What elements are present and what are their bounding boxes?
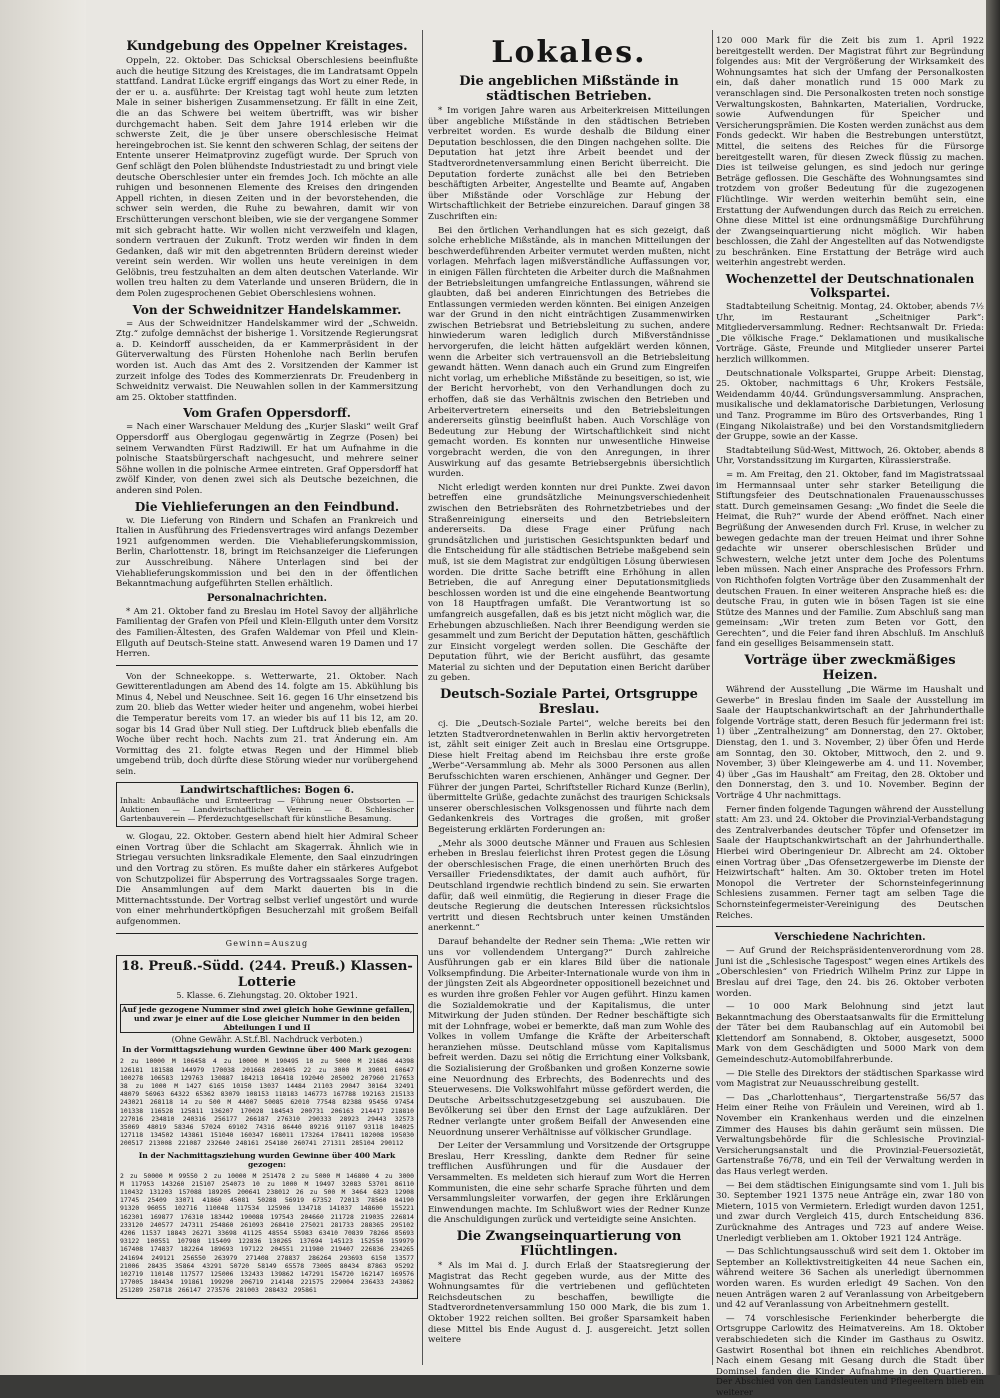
lottery-legend: (Ohne Gewähr. A.St.f.Bl. Nachdruck verboten.) [171, 1034, 363, 1044]
article-personalnachrichten: * Am 21. Oktober fand zu Breslau im Hotel Savoy der alljährliche Familientag der Grafen von Pfeil und Klein-Ellguth unter dem Vorsitz des Familien-Ältesten, des Grafen Waldemar von Pfeil und Klein-Ellguth auf Deutsch-Steine statt. Anwesend waren 19 Damen und 17 Herren. [116, 606, 418, 660]
beilage-title: Landwirtschaftliches: Bogen 6. [179, 784, 355, 796]
article-zwangseinquartierung-cont: 120 000 Mark für die Zeit bis zum 1. April 1922 bereitgestellt werden. Der Magistrat führt zur Begründung folgendes aus: Mit der Vergrößerung der Wirksamkeit des Wohnungsamtes hat sich der Umfang der Personalkosten ein, daß daher monatlich rund 15 000 Mark zu veranschlagen sind. Die Personalkosten treten noch sonstige Verwaltungskosten, Bahnkarten, Materialien, Vordrucke, sowie Aufwendungen für Speicher und Versicherungsprämien. Die Kosten werden zunächst aus dem Fonds gedeckt. Wir haben die Bestrebungen unterstützt, Mittel, die seitens des Reiches für die Fürsorge bereitgestellt waren, für diesen Zweck flüssig zu machen. Dies ist teilweise gelungen, es sind jedoch nur geringe Beträge geflossen. Die Geschäfte des Wohnungsamtes sind trotzdem von großer Bedeutung für die zugezogenen Flüchtlinge. Wir werden weiterhin bemüht sein, eine Erstattung der Aufwendungen durch das Reich zu erreichen. Ohne diese Mittel ist eine ordnungsmäßige Durchführung der Zwangseinquartierung nicht möglich. Wir haben beschlossen, die Zahl der Angestellten auf das Notwendigste zu beschränken. Eine Erstattung der Beträge wird auch weiterhin angestrebt werden. [716, 36, 984, 269]
article-schneekoppe: Von der Schneekoppe. s. Wetterwarte, 21. Oktober. Nach Gewitterentladungen am Abend des 14. folgte am 15. Abkühlung bis Minus 4, Nebel und Neuschnee. Seit 16. gegen 16 Uhr einsetzend bis zum 20. blieb das Wetter wieder heiter und angenehm, wobei hierbei die Temperatur bereits vom 17. an wieder bis auf 11 bis 12, am 20. sogar bis 14 Grad über Null stieg. Der Luftdruck blieb ebenfalls die Woche über recht hoch. Nachts zum 21. trat Änderung ein. Am Vormittag des 21. folgte etwas Regen und der Himmel blieb umgebend trüb, doch dürfte diese Störung wieder nur vorübergehend sein. [116, 670, 418, 777]
lottery-subtitle: 5. Klasse. 6. Ziehungstag. 20. Oktober 1921. [176, 991, 358, 1001]
column-middle [428, 36, 710, 1366]
lottery-note: Auf jede gezogene Nummer sind zwei gleich hohe Gewinne gefallen, und zwar je einer auf die Lose gleicher Nummer in den beiden Abteilungen I und II [121, 1004, 413, 1032]
gewinn-auszug-label: Gewinn=Auszug [225, 938, 309, 948]
news-item: — Die Stelle des Direktors der städtischen Sparkasse wird vom Magistrat zur Neuausschreibung gestellt. [716, 1068, 984, 1090]
headline-heizen: Vorträge über zweckmäßiges Heizen. [744, 653, 956, 684]
column-rule [422, 30, 423, 1365]
column-right [716, 36, 984, 1398]
article-zwangseinquartierung: * Als im Mai d. J. durch Erlaß der Staatsregierung der Magistrat das Recht gegeben wurde, aus der Mitte des Wohnungsamtes für die vertriebenen und geflüchteten Reichsdeutschen zu beschaffen, bewilligte die Stadtverordnetenversammlung 150 000 Mark, die bis zum 1. Oktober 1922 reichen sollten. Bei großer Sparsamkeit haben diese Mittel bis Ende August d. J. ausgereicht. Jetzt sollen weitere [428, 1260, 710, 1346]
news-item: — Das „Charlottenhaus“, Tiergartenstraße 56/57 das Heim einer Reihe von Fräulein und Vereinen, wird ab 1. November ein Krankenhaus werden und die einzelnen Zimmer des Hauses bis dahin geräumt sein müssen. Die Verwaltungsbehörde für die Schlesische Provinzial-Versicherungsanstalt und die Provinzial-Feuersozietät, Gartenstraße 76/78, und ein Teil der Verwaltung werden in das Haus verlegt werden. [716, 1092, 984, 1177]
news-item: — 74 vorschlesische Ferienkinder beherbergte die Ortsgruppe Carlowitz des Heimatvereins. Am 18. Oktober verabschiedeten sich die Kinder im Gasthaus zu Oswitz. Gastwirt Rosenthal bot ihnen ein reichliches Abendbrot. Nach einem Gesang mit Gesang durch die Stadt über Dominsel fanden die Kinder Aufnahme in den Quartieren. Der Abschied von den Landsleuten und Pflegeeltern blieb ein weiterer [716, 1313, 984, 1398]
lottery-morning-numbers: 2 zu 10000 M 106458 4 zu 10000 M 190495 10 zu 5000 M 21686 44398 126181 181588 144979 170038 201668 203405 22 zu 3000 M 39001 60647 100278 106583 129763 130887 184213 186418 192040 205002 207960 217653 38 zu 1000 M 1427 6165 10150 13037 14484 21103 29047 30164 32491 48079 56963 64322 65362 83079 108153 118183 146773 167788 192163 215133 243021 268118 14 zu 500 M 44007 50085 62010 77548 82388 95456 97454 101338 116528 125811 136207 170028 184543 200731 206163 214417 218810 227016 234810 240316 256177 266187 276310 290333 28923 29443 32573 35069 48019 58346 57024 69102 74316 86440 89216 91107 93118 104025 127118 134502 143861 151040 160347 168011 173264 178411 182008 195030 200517 213008 221087 232640 248161 254180 260741 271311 285104 290112 [120, 1057, 414, 1148]
article-viehlieferungen: w. Die Lieferung von Rindern und Schafen an Frankreich und Italien in Ausführung des Friedensvertrages wird anfangs Dezember 1921 aufgenommen werden. Die Viehablieferungskommission, Berlin, Charlottenstr. 18, bringt im Reichsanzeiger die Lieferungen zur Ausschreibung. Nähere Unterlagen sind bei der Viehablieferungskommission und bei den in der öffentlichen Bekanntmachung aufgeführten Stellen erhältlich. [116, 515, 418, 590]
article-wochenzettel-p3: Stadtabteilung Süd-West, Mittwoch, 26. Oktober, abends 8 Uhr, Vorstandssitzung im Kurgarten, Kürassierstraße. [716, 445, 984, 467]
article-dsp-p1: cj. Die „Deutsch-Soziale Partei“, welche bereits bei den letzten Stadtverordnetenwahlen in Berlin aktiv hervorgetreten ist, zählt seit einiger Zeit auch in Breslau eine Ortsgruppe. Diese hielt Freitag abend im Reichsbau ihre erste große „Werbe“-Versammlung ab. Mehr als 3000 Personen aus allen Berufsschichten waren erschienen, Anhänger und Gegner. Der Führer der jungen Partei, Schriftsteller Richard Kunze (Berlin), übermittelte Grüße, gedachte zunächst des traurigen Schicksals unserer oberschlesischen Volksgenossen und führte nach dem Gedankenkreis des Vortrages die großen, mit großer Begeisterung erklärten Forderungen an: [428, 719, 710, 835]
headline-deutsch-soziale-partei: Deutsch-Soziale Partei, Ortsgruppe Breslau. [440, 687, 698, 718]
article-oppersdorff: = Nach einer Warschauer Meldung des „Kurjer Slaski“ weilt Graf Oppersdorff aus Oberglogau gegenwärtig in Zegrze (Posen) bei seinem Verwandten Fürst Radziwill. Er hat um Aufnahme in die polnische Staatsbürgerschaft nachgesucht, und mehrere seiner Söhne wollen in die polnische Armee eintreten. Graf Oppersdorff hat zwölf Kinder, von denen zwei sich als Deutsche bezeichnen, die anderen sind Polen. [116, 422, 418, 496]
separator [116, 665, 418, 666]
headline-viehlieferungen: Die Viehlieferungen an den Feindbund. [134, 499, 400, 514]
headline-kreistag: Kundgebung des Oppelner Kreistages. [126, 39, 408, 54]
headline-missstaende: Die angeblichen Mißstände in städtischen Betrieben. [459, 74, 679, 104]
article-dsp-p4: Der Leiter der Versammlung und Vorsitzende der Ortsgruppe Breslau, Herr Kressling, dankte dem Redner für seine trefflichen Ausführungen und für die Ausdauer der Versammelten. Es meldeten sich hierauf zum Wort die Herren Kommunisten, die eine sehr scharfe Sprache führten und dem Versammlungsleiter vorwarfen, der gegen ihre Erklärungen Einwendungen machte. Im Schlußwort wies der Redner Kunze die Anschuldigungen zurück und verteidigte seine Ansichten. [428, 1141, 710, 1226]
article-heizen-p2: Ferner finden folgende Tagungen während der Ausstellung statt: Am 23. und 24. Oktober die Provinzial-Verbandstagung des Zentralverbandes deutscher Töpfer und Ofensetzer im Saale der Hauptschankwirtschaft an der Jahrhunderthalle. Hierbei wird Oberingenieur Dr. Albrecht am 24. Oktober einen Vortrag über „Das Ofensetzergewerbe im Dienste der Heizwirtschaft“ halten. Am 30. Oktober treten im Hotel Monopol die Vertreter der Schornsteinfegerinnung Schlesiens zusammen. Ferner tagt am selben Tage die Schornsteinfegermeister-Vereinigung des Deutschen Reiches. [716, 804, 984, 921]
section-title-lokales: Lokales. [491, 35, 647, 70]
article-missstaende-p3: Nicht erledigt werden konnten nur drei Punkte. Zwei davon betreffen eine grundsätzliche Meinungsverschiedenheit zwischen den Betriebsräten des Rohrnetzbetriebes und der Straßenreinigung einerseits und den Betriebsleitern andererseits. Da diese Frage einer Prüfung nach grundsätzlichen und juristischen Gesichtspunkten bedarf und die Entscheidung für alle städtischen Betriebe maßgebend sein muß, ist sie dem Magistrat zur endgültigen Lösung überwiesen worden. Die dritte Sache betrifft eine Erhöhung in allen Betrieben, die auf Anregung einer Deputationsmitglieds beschlossen worden ist und die eine eingehende Beantwortung von 18 Hauptfragen umfaßt. Die Verantwortung ist so umfangreich ausgefallen, daß es bis jetzt nicht möglich war, die Erhebungen abzuschließen. Nach ihrer Beendigung werden sie gesammelt und zum Bericht der Deputation hätten, geschäftlich zur Einsicht vorgelegt werden sollen. Die Geschäfte der Deputation führt, wie der Bericht ausführt, das gesamte Material zu sichten und der Deputation einen Bericht darüber zu geben. [428, 482, 710, 684]
headline-zwangseinquartierung: Die Zwangseinquartierung von Flüchtlingen. [456, 1228, 682, 1259]
article-dsp-p2: „Mehr als 3000 deutsche Männer und Frauen aus Schlesien erheben in Breslau feierlichst ihren Protest gegen die Lösung der oberschlesischen Frage, die einen unerhörten Bruch des Versailler Friedensdiktates, der damit auch aufhört, für Deutschland irgendwie rechtlich bindend zu sein. Sie erwarten dafür, daß weil einmütig, die Regierung in dieser Frage die deutsche Regierung die deutschen Interessen rücksichtslos vertritt und diesen Rechtsbruch unter keinen Umständen anerkennt.“ [428, 838, 710, 934]
lottery-afternoon-numbers: 2 zu 50000 M 99550 2 zu 10000 M 251478 2 zu 5000 M 146800 4 zu 3000 M 117953 143260 215107 254073 10 zu 1000 M 19497 32083 53701 86110 110432 131203 157088 189205 200641 238012 26 zu 500 M 3464 6823 12908 17745 25409 33071 41860 45081 50288 56919 67352 72013 78560 84190 91320 96055 102716 110048 117534 125906 134718 141037 148600 155221 162301 169877 176310 183442 190088 197543 204660 211728 219035 226814 233120 240577 247311 254860 261093 268410 275021 281733 288365 295102 4206 11537 18843 26271 33698 41125 48554 55983 63410 70839 78266 85693 93122 100551 107980 115409 122836 130265 137694 145123 152550 159979 167408 174837 182264 189693 197122 204551 211980 219407 226836 234265 241694 249121 256550 263979 271408 278837 286264 293693 6150 13577 21006 28435 35864 43291 50720 58149 65578 73005 80434 87863 95292 102719 110148 117577 125006 132433 139862 147291 154720 162147 169576 177005 184434 191861 199290 206719 214148 221575 229004 236433 243862 251289 258718 266147 273576 281003 288432 295861 [120, 1171, 414, 1295]
separator [116, 933, 418, 934]
article-wochenzettel-p2: Deutschnationale Volkspartei, Gruppe Arbeit: Dienstag, 25. Oktober, nachmittags 6 Uhr, Krokers Festsäle, Weidendamm 40/44. Gründungsversammlung. Ansprachen, musikalische und deklamatorische Darbietungen, Verlosung und Tanz. Programme im Büro des Ortsverbandes, Ring 1 (Eingang Nikolaistraße) und bei den Vorstandsmitgliedern der Gruppe, sowie an der Kasse. [716, 368, 984, 443]
binding-gutter [0, 0, 86, 1375]
lottery-morning-head: In der Vormittagsziehung wurden Gewinne über 400 Mark gezogen: [122, 1045, 412, 1055]
news-item: — Auf Grund der Reichspräsidentenverordnung vom 28. Juni ist die „Schlesische Tagespost“ wegen eines Artikels des „Oberschlesien“ von Friedrich Wilhelm Prinz zur Lippe in Breslau auf drei Tage, den 24. bis 26. Oktober verboten worden. [716, 946, 984, 999]
lottery-box [116, 955, 418, 1298]
page-edge-shadow [986, 0, 1000, 1375]
headline-handelskammer: Von der Schweidnitzer Handelskammer. [132, 302, 402, 317]
article-kreistag: Oppeln, 22. Oktober. Das Schicksal Oberschlesiens beeinflußte auch die heutige Sitzung des Kreistages, die im Landratsamt Oppeln stattfand. Landrat Lücke ergriff eingangs das Wort zu einer Rede, in der er u. a. ausführte: Der Kreistag tagt wohl heute zum letzten Male in seiner bisherigen Zusammensetzung. Er fällt in eine Zeit, die an das Schwere bei weitem übertrifft, was wir bisher durchgemacht haben. Seit dem Jahre 1914 erleben wir die schwerste Zeit, die je über unsere oberschlesische Heimat hereingebrochen ist. Sie kennt den schweren Schlag, der seitens der Entente unserer Heimatprovinz zugefügt wurde. Der Spruch von Genf schlägt den Polen blühendste Industriestadt zu und bringt viele deutsche Oberschlesier unter ein fremdes Joch. Ich möchte an alle ruhigen und besonnenen Elemente des Kreises den dringenden Appell richten, in diesen Zeiten und in der bevorstehenden, die schwer sein werden, die Ruhe zu bewahren, damit wir von Erschütterungen verschont bleiben, wie sie der vergangene Sommer mit sich gebracht hatte. Wir wollen nicht verzweifeln und klagen, sondern vertrauen der Zukunft. Trotz werden wir finden in dem Gedanken, daß wir mit den abgetrennten Brüdern dereinst wieder vereint sein werden. Wir wollen uns heute vereinigen in dem Gelöbnis, treu festzuhalten an dem alten deutschen Vaterlande. Wir wollen treu halten zu dem Vaterlande und unseren Brüdern, die in dem Polen zugesprochenen Gebiet Oberschlesiens wohnen. [116, 56, 418, 300]
column-rule [712, 30, 713, 1365]
lottery-afternoon-head: In der Nachmittagsziehung wurden Gewinne über 400 Mark gezogen: [138, 1150, 396, 1169]
article-handelskammer: = Aus der Schweidnitzer Handelskammer wird der „Schweidn. Ztg.“ zufolge demnächst der bisherige 1. Vorsitzende Regierungsrat a. D. Keindorff ausscheiden, da er Kammerpräsident in der Güterverwaltung des Fürsten Hohenlohe nach Berlin berufen worden ist. Auch das Amt des 2. Vorsitzenden der Kammer ist zurzeit infolge des Todes des Kommerzienrats Dr. Freudenberg in Schweidnitz verwaist. Die Neuwahlen sollen in der Kammersitzung am 25. Oktober stattfinden. [116, 318, 418, 403]
headline-personalnachrichten: Personalnachrichten. [207, 592, 327, 604]
headline-verschiedene: Verschiedene Nachrichten. [774, 932, 926, 944]
news-item: — Das Schlichtungsausschuß wird seit dem 1. Oktober im September an Kollektivstreitigkeiten 44 neue Sachen ein, während weitere 36 Sachen als unerledigt übernommen worden waren. Es wurden erledigt 49 Sachen. Von den neuen Anträgen waren 2 auf Veranlassung von Arbeitgebern und 42 auf Veranlassung von Arbeitnehmern gestellt. [716, 1247, 984, 1311]
headline-wochenzettel: Wochenzettel der Deutschnationalen Volkspartei. [725, 272, 975, 301]
beilage-box [116, 782, 418, 828]
article-dsp-p3: Darauf behandelte der Redner sein Thema: „Wie retten wir uns vor vollendendem Untergang?“ Durch zahlreiche Ausführungen gab er ein klares Bild über die nationale Volksempfindung. Die Arbeiter-Internationale wurde von ihm in der jüngsten Zeit als Abgeordneter oppositionell bezeichnet und es wurden ihre großen Fehler vor Augen geführt. Hinzu kamen die Sozialdemokratie und der Kapitalismus, die unter Mitwirkung der Juden stünden. Der Redner beschäftigte sich mit der Lohnfrage, wobei er bemerkte, daß man zum Wohle des Volkes in vollem Umfange die Kräfte der Arbeiterschaft heranziehen müsse. Deutschland müsse vom Kapitalismus befreit werden. Dazu sei nötig die Errichtung einer Volksbank, die Sozialisierung der Großbanken und großen Konzerne sowie eine Neuordnung des Erbrechts, des Bodenrechts und des Steuerwesens. Die Volkswohlfahrt müsse gefördert werden, die Deutsche Arbeitsschutzgesetzgebung sei auszubauen. Die Bevölkerung sei über den Ernst der Lage aufzuklären. Der Redner verlangte unter großem Beifall der Anwesenden eine Neuordnung unserer Verhältnisse auf völkischer Grundlage. [428, 936, 710, 1138]
article-glogau: w. Glogau, 22. Oktober. Gestern abend hielt hier Admiral Scheer einen Vortrag über die Schlacht am Skagerrak. Ähnlich wie in Striegau versuchten linksradikale Elemente, den Saal einzudringen und den Vortrag zu stören. Es mußte daher ein stärkeres Aufgebot von Schutzpolizei für Absperrung des Vortragssaales Sorge tragen. Die Ansammlungen auf dem Markt dauerten bis in die Mitternachtsstunde. Der Vortrag selbst verlief ungestört und wurde von einer mehrhundertköpfigen Besucherzahl mit großem Beifall aufgenommen. [116, 832, 418, 927]
news-item: — Bei dem städtischen Einigungsamte sind vom 1. Juli bis 30. September 1921 1375 neue Anträge ein, zwar 180 von Mietern, 1015 von Vermietern. Erledigt wurden davon 1251, und zwar durch Vergleich 415, durch Entscheidung 836. Zurücknahme des Antrages und 723 auf andere Weise. Unerledigt verblieben am 1. Oktober 1921 124 Anträge. [716, 1180, 984, 1244]
article-missstaende-p2: Bei den örtlichen Verhandlungen hat es sich gezeigt, daß solche erhebliche Mißstände, als in manchen Mitteilungen der beschwerdeführenden Arbeiter vermutet werden mußten, nicht vorlagen. Mehrfach lagen mißverständliche Auffassungen vor, in einigen Fällen fürchteten die Arbeiter durch die Maßnahmen der Betriebsleitungen umfangreiche Entlassungen, während sie glaubten, daß bei anderen Einrichtungen des Betriebes die Entlassungen vermieden werden könnten. Bei einigen Anzeigen war der Grund in den nicht einträchtigen Zusammenwirken zwischen Betriebsrat und Betriebsleitung zu suchen, andere hinwiederum waren lediglich durch Mißverständnisse hervorgerufen, die leicht hätten aufgeklärt werden können, wenn die Arbeiter sich vertrauensvoll an die Betriebsleitung gewandt hätten. Wenn danach auch ein Grund zum Eingreifen nicht vorlag, um erhebliche Mißstände zu beseitigen, so ist, wie der Bericht hervorhebt, von den Verhandlungen doch zu erhoffen, daß sie das Verhältnis zwischen den Betrieben und Arbeitervertretern einerseits und den Betriebsleitungen andererseits günstig beeinflußt haben. Auch Vorschläge von Bedeutung zur Hebung der Wirtschaftlichkeit sind nicht gemacht worden. Es konnten nur unwesentliche Hinweise vorgebracht werden, die von den Anregungen, in ihrer Auswirkung auf das gesamte Betriebsergebnis übersichtlich wurden. [428, 225, 710, 480]
separator [716, 926, 984, 927]
article-heizen-p1: Während der Ausstellung „Die Wärme im Haushalt und Gewerbe“ in Breslau finden im Saale der Ausstellung im Saale der Hauptschankwirtschaft an der Jahrhunderthalle folgende Vorträge statt, deren Besuch für jedermann frei ist: 1) über „Zentralheizung“ am Donnerstag, den 27. Oktober, Dienstag, den 1. und 3. November, 2) über Öfen und Herde am Sonntag, den 30. Oktober, Mittwoch, den 2. und 9. November, 3) über Kleingewerbe am 4. und 11. November, 4) über „Gas im Haushalt“ am Freitag, den 28. Oktober und den Donnerstag, den 3. und 10. November. Beginn der Vorträge 4 Uhr nachmittags. [716, 685, 984, 801]
news-item: — 10 000 Mark Belohnung sind jetzt laut Bekanntmachung des Oberstaatsanwalts für die Ermittelung der Täter bei dem Raubanschlag auf ein Automobil bei Klettendorf am Sonnabend, 8. Oktober, ausgesetzt, 5000 Mark von dem Geschädigten und 5000 Mark von dem Gemeindeschutz-Automobilfahrerbunde. [716, 1002, 984, 1066]
lottery-title: 18. Preuß.-Südd. (244. Preuß.) Klassen-Lotterie [121, 959, 413, 991]
column-left [116, 36, 418, 1366]
beilage-text: Inhalt: Anbaufläche und Ernteertrag — Führung neuer Obstsorten — Auktionen — Landwirtschaftlicher Verein — 8. Schlesischer Gartenbauverein — Pferdezuchtgesellschaft für künstliche Besamung. [120, 796, 414, 824]
article-missstaende-p1: * Im vorigen Jahre waren aus Arbeiterkreisen Mitteilungen über angebliche Mißstände in den städtischen Betrieben verbreitet worden. Es wurde deshalb die Bildung einer Deputation beschlossen, die den Dingen nachgehen sollte. Die Deputation hat jetzt ihre Arbeit beendet und der Stadtverordnetenversammlung einen Bericht überreicht. Die Deputation forderte zunächst alle bei den Betrieben beschäftigten Arbeiter, Angestellte und Beamte auf, Angaben über Mißstände oder Vorschläge zur Hebung der Wirtschaftlichkeit der Betriebe einzureichen. Darauf gingen 38 Zuschriften ein: [428, 106, 710, 222]
headline-oppersdorff: Vom Grafen Oppersdorff. [183, 406, 351, 421]
article-frauenausschuss: = m. Am Freitag, den 21. Oktober, fand im Magistratssaal im Hermannsaal unter sehr starker Beteiligung die Stiftungsfeier des Deutschnationalen Frauenausschusses statt. Durch gemeinsamen Gesang: „Wo findet die Seele die Heimat, die Ruh?“ wurde der Abend eröffnet. Nach einer Begrüßung der Anwesenden durch Frl. Kruse, in welcher zu bewegen gedachte man der treuen Heimat und ihrer Sohne gedachte wir unserer oberschlesischen Brüder und Schwestern, welche jetzt unter dem Joche des Polentums leben müssen. Nach einer Ansprache des Professors Frhrn. von Richthofen folgten Vorträge über den Zusammenhalt der deutschen Frauen. In einer weiteren Ansprache hieß es: die deutsche Frau, in guten wie in bösen Tagen ist sie eine Stütze des Mannes und der Familie. Zum Abschluß sang man gemeinsam: „Wir treten zum Beten vor Gott, den Gerechten“, und die Feier fand ihren Abschluß. Im Anschluß fand ein geselliges Beisammensein statt. [716, 469, 984, 650]
article-wochenzettel-p1: Stadtabteilung Scheitnig. Montag, 24. Oktober, abends 7½ Uhr, im Restaurant „Scheitniger Park“: Mitgliederversammlung. Redner: Rechtsanwalt Dr. Frieda: „Die völkische Frage.“ Deklamationen und musikalische Vorträge. Gäste, Freunde und Mitglieder unserer Partei herzlich willkommen. [716, 302, 984, 366]
